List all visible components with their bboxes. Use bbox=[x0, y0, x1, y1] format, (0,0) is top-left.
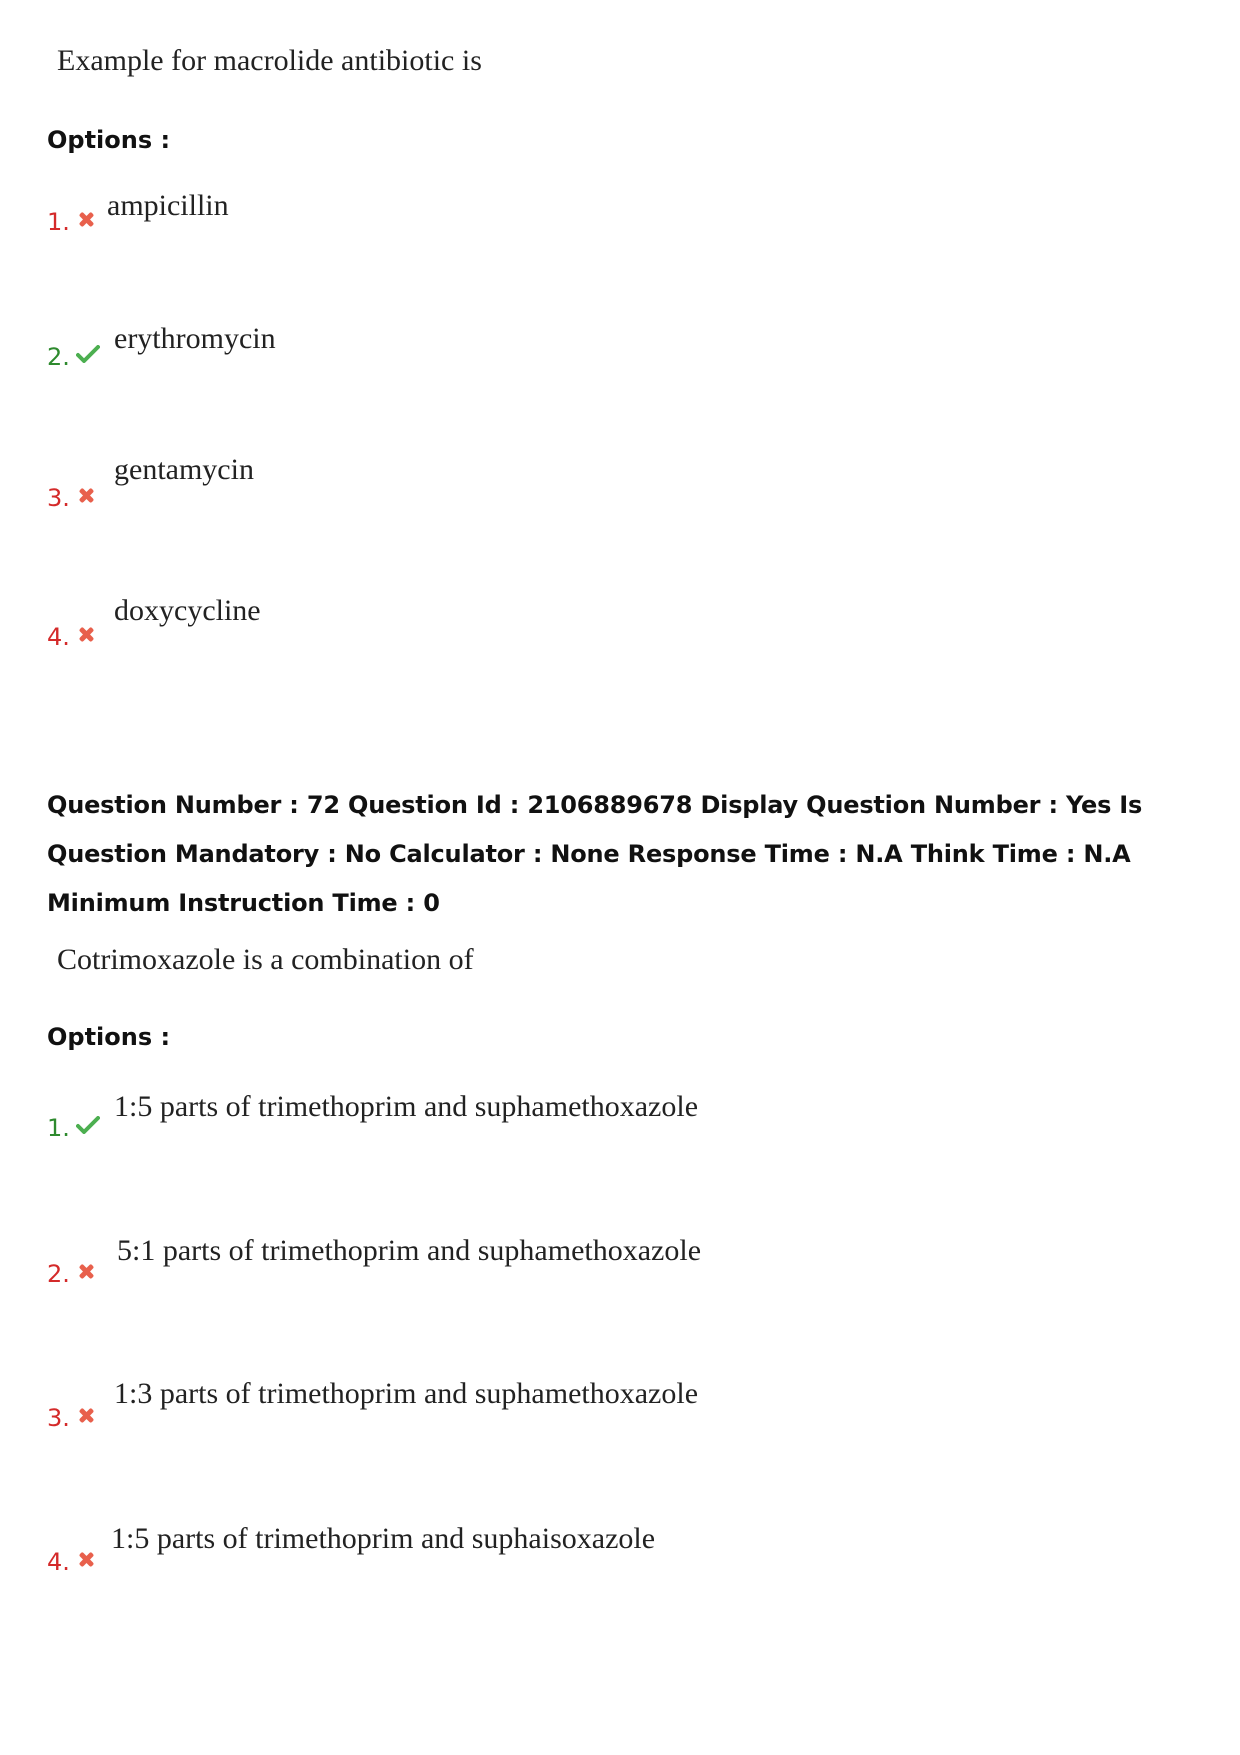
cross-icon bbox=[79, 1552, 94, 1567]
option-text: erythromycin bbox=[114, 322, 276, 355]
option-number: 3. bbox=[47, 1404, 70, 1432]
option-text: 1:3 parts of trimethoprim and suphamethoxazole bbox=[114, 1377, 699, 1410]
options-heading: Options : bbox=[47, 1023, 171, 1051]
option-number: 1. bbox=[47, 208, 70, 236]
option-text: 1:5 parts of trimethoprim and suphamethoxazole bbox=[114, 1090, 699, 1123]
option-text: 5:1 parts of trimethoprim and suphamethoxazole bbox=[117, 1234, 702, 1267]
check-icon bbox=[76, 345, 100, 363]
check-icon bbox=[76, 1116, 100, 1134]
option-text: doxycycline bbox=[114, 594, 261, 627]
cross-icon bbox=[79, 1264, 94, 1279]
cross-icon bbox=[79, 212, 94, 227]
option-number: 4. bbox=[47, 623, 70, 651]
question-meta: Question Number : 72 Question Id : 2106889678 Display Question Number : Yes Is Question Mandatory : No Calculator : None Response Time : N.A Think Time : N.A Minimum Instruction Time : 0 bbox=[47, 791, 1143, 917]
options-heading: Options : bbox=[47, 126, 171, 154]
option-number: 2. bbox=[47, 343, 70, 371]
option-number: 2. bbox=[47, 1260, 70, 1288]
cross-icon bbox=[79, 627, 94, 642]
cross-icon bbox=[79, 1408, 94, 1423]
question-text: Cotrimoxazole is a combination of bbox=[57, 943, 474, 976]
question-text: Example for macrolide antibiotic is bbox=[57, 44, 482, 77]
option-text: ampicillin bbox=[107, 189, 229, 222]
option-text: 1:5 parts of trimethoprim and suphaisoxazole bbox=[111, 1522, 656, 1555]
option-number: 4. bbox=[47, 1548, 70, 1576]
cross-icon bbox=[79, 488, 94, 503]
option-text: gentamycin bbox=[114, 453, 254, 486]
option-number: 3. bbox=[47, 484, 70, 512]
option-number: 1. bbox=[47, 1114, 70, 1142]
